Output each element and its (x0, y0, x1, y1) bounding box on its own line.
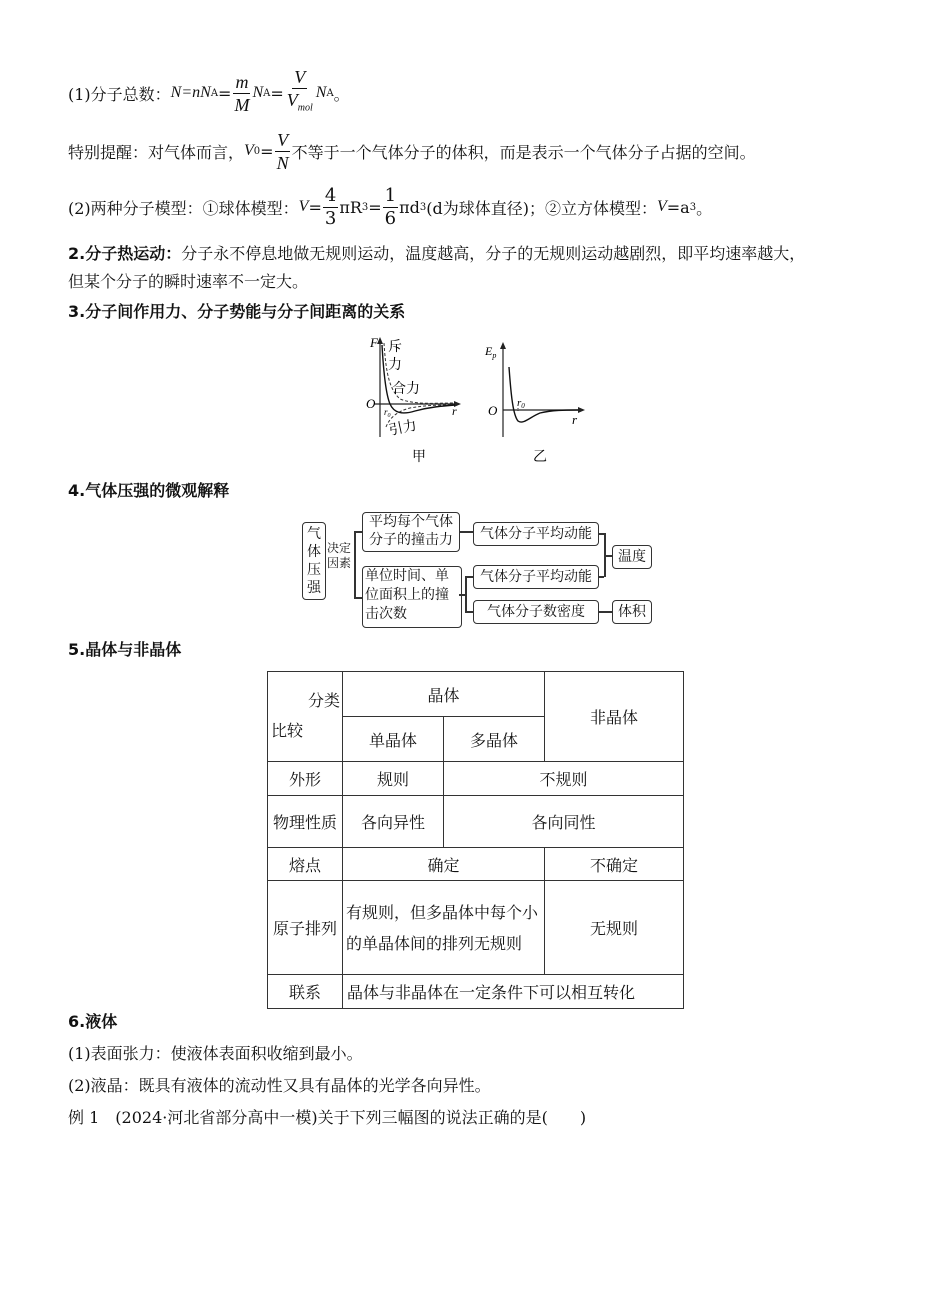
surface-tension: (1)表面张力：使液体表面积收缩到最小。 (68, 1044, 363, 1063)
origin-O-a: O (366, 396, 376, 411)
section-6-title: 6.液体 (68, 1012, 118, 1031)
section-5-title: 5.晶体与非晶体 (68, 640, 182, 659)
header-polycrystal: 多晶体 (444, 717, 545, 762)
label-resultant: 合力 (392, 381, 420, 397)
crystal-comparison-table (267, 671, 684, 1009)
table-cell: 不规则 (444, 762, 684, 796)
flow-kinetic-energy-1: 气体分子平均动能 (473, 522, 599, 546)
row-label: 外形 (268, 762, 343, 796)
label-repulsion-2: 力 (388, 357, 402, 373)
flow-branch-impact-force: 平均每个气体分子的撞击力 (362, 512, 460, 552)
figure-potential-energy (484, 342, 585, 465)
table-cell: 晶体与非晶体在一定条件下可以相互转化 (343, 975, 684, 1009)
header-single-crystal: 单晶体 (343, 717, 444, 762)
table-cell: 确定 (343, 848, 545, 881)
label-attraction: 引力 (387, 417, 419, 439)
fraction-V-over-N: $\frac{V}{N}$ (276, 129, 289, 173)
table-corner: 分类 比较 (268, 672, 343, 762)
label-repulsion-1: 斥 (388, 339, 402, 355)
row-label: 物理性质 (268, 796, 343, 848)
force-energy-figure (360, 335, 600, 470)
flow-factor: 决定因素 (326, 541, 351, 570)
flow-volume: 体积 (612, 600, 652, 624)
label-r0-a: $r_0$ (384, 407, 391, 419)
figure-force (366, 335, 461, 465)
axis-Ep-label: $E_p$ (485, 344, 497, 360)
flow-root: 气体压强 (302, 522, 326, 600)
formula-total-molecules: (1)分子总数： N=nN A = $\frac{m}{M}$ N A = $\frac{V}{V_{mol}}$ N A 。 (68, 68, 350, 118)
row-label: 联系 (268, 975, 343, 1009)
liquid-crystal: (2)液晶：既具有液体的流动性又具有晶体的光学各向异性。 (68, 1076, 491, 1095)
caption-jia: 甲 (412, 449, 426, 465)
table-cell: 有规则，但多晶体中每个小的单晶体间的排列无规则 (343, 881, 545, 975)
table-cell: 规则 (343, 762, 444, 796)
molecule-models: (2)两种分子模型：①球体模型： V = $\frac{4}{3}$ πR 3 = $\frac{1}{6}$ πd 3 (d为球体直径)；②立方体模型： V =a 3 。 (68, 184, 713, 229)
axis-r-label-b: r (572, 412, 578, 427)
flow-number-density: 气体分子数密度 (473, 600, 599, 624)
header-crystal: 晶体 (343, 672, 545, 717)
section-4-title: 4.气体压强的微观解释 (68, 481, 230, 500)
table-cell: 无规则 (545, 881, 684, 975)
fraction-V-over-Vmol: $\frac{V}{V_{mol}}$ (286, 67, 313, 114)
label-r0-b: r0 (517, 397, 525, 410)
flow-branch-collision-count: 单位时间、单位面积上的撞击次数 (362, 566, 462, 628)
row-label: 熔点 (268, 848, 343, 881)
axis-r-label-a: r (452, 404, 457, 418)
section-3-title: 3.分子间作用力、分子势能与分子间距离的关系 (68, 302, 406, 321)
axis-F-label: F (370, 335, 378, 350)
header-noncrystal: 非晶体 (545, 672, 684, 762)
caption-yi: 乙 (533, 449, 547, 465)
origin-O-b: O (488, 403, 498, 418)
special-note: 特别提醒：对气体而言， V 0 = $\frac{V}{N}$ 不等于一个气体分子的体积，而是表示一个气体分子占据的空间。 (68, 129, 756, 173)
flow-kinetic-energy-2: 气体分子平均动能 (473, 565, 599, 589)
fraction-m-over-M: $\frac{m}{M}$ (234, 71, 250, 115)
row-label: 原子排列 (268, 881, 343, 975)
section-thermal-motion: 2.分子热运动：分子永不停息地做无规则运动，温度越高，分子的无规则运动越剧烈，即平均速率越大， 但某个分子的瞬时速率不一定大。 (68, 244, 806, 291)
table-cell: 不确定 (545, 848, 684, 881)
example-1: 例 1 (2024·河北省部分高中一模)关于下列三幅图的说法正确的是( ) (68, 1108, 587, 1127)
table-cell: 各向同性 (444, 796, 684, 848)
flow-temperature: 温度 (612, 545, 652, 569)
table-cell: 各向异性 (343, 796, 444, 848)
